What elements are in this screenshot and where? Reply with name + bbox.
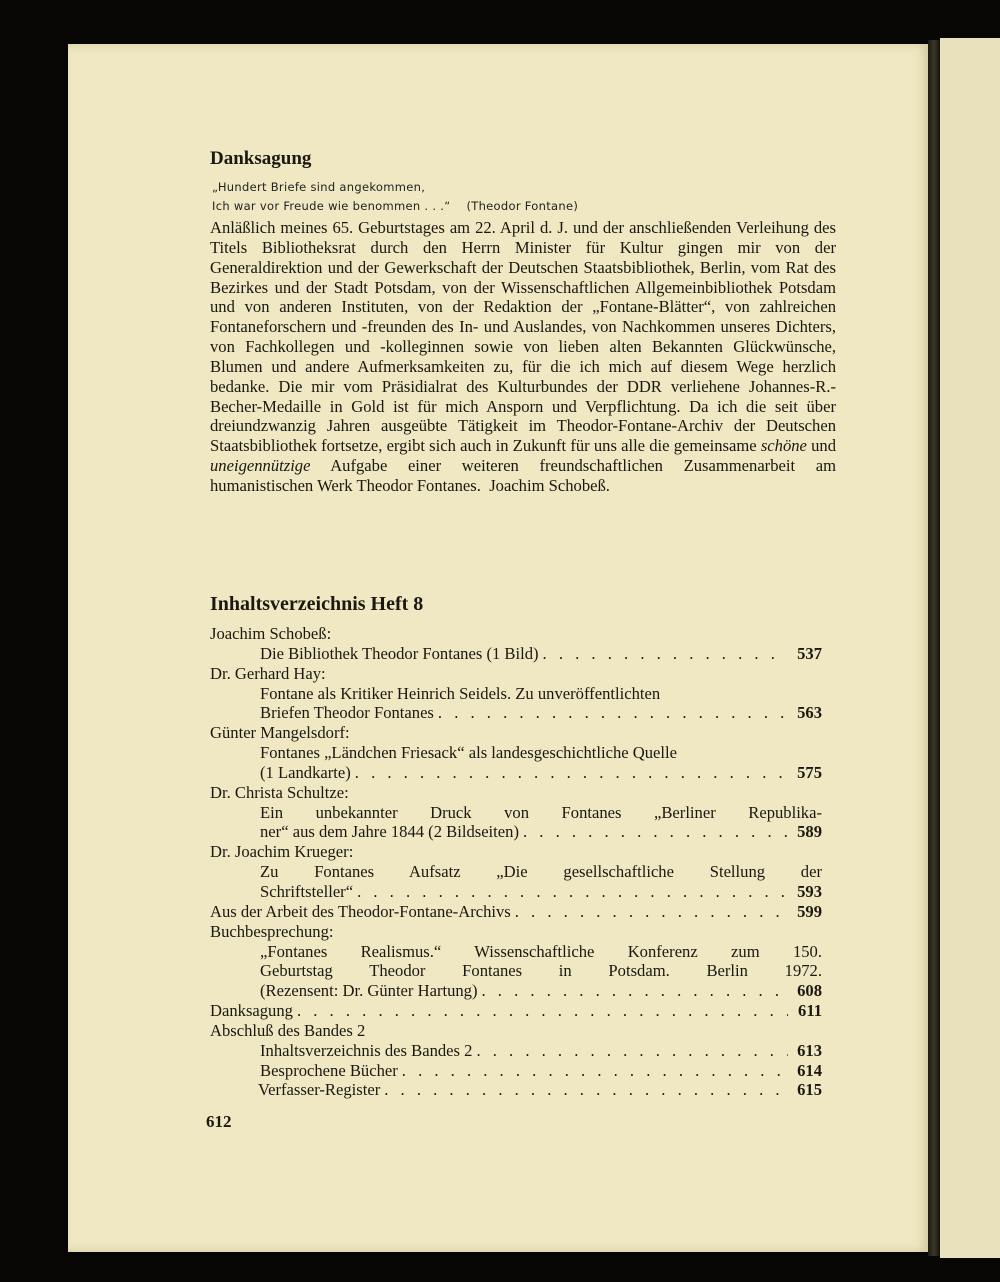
signature: Joachim Schobeß.	[489, 475, 610, 495]
toc-row	[210, 723, 822, 743]
toc-entry-text: Fontane als Kritiker Heinrich Seidels. Zu unveröffentlichten	[260, 683, 661, 703]
toc-leader-dots	[293, 1001, 788, 1021]
adjacent-page-edge	[940, 38, 1000, 1258]
acknowledgement-heading: Danksagung	[210, 148, 312, 169]
toc-entry-text: Danksagung	[210, 1001, 293, 1021]
body-part-3: Aufgabe einer weiteren freundschaftlichen Zusammenarbeit am humanistischen Werk Theodor Fontanes.	[210, 456, 836, 495]
toc-row	[210, 644, 822, 664]
motto-line-1: „Hundert Briefe sind angekommen,	[212, 180, 426, 194]
toc-page-number: 599	[797, 901, 822, 921]
toc-row	[210, 842, 822, 862]
toc-entry-text: Dr. Christa Schultze:	[210, 782, 349, 802]
toc-entry-text: Verfasser-Register	[258, 1080, 381, 1100]
toc-leader-dots	[434, 703, 788, 723]
toc-row	[210, 763, 822, 783]
toc-leader-dots	[398, 1061, 788, 1081]
toc-page-number: 613	[797, 1040, 822, 1060]
toc-entry-text: Dr. Gerhard Hay:	[210, 663, 326, 683]
toc-page-number: 615	[797, 1080, 822, 1100]
toc-page-number: 537	[797, 643, 822, 663]
toc-entry-text: Joachim Schobeß:	[210, 624, 332, 643]
toc-leader-dots	[478, 981, 789, 1001]
motto	[212, 178, 832, 216]
page-number: 612	[206, 1112, 232, 1131]
body-part-1: Anläßlich meines 65. Geburtstages am 22. April d. J. und der anschließenden Verleihung des Titels Bibliotheksrat durch den Herrn Minister für Kultur gingen mir von der Generaldirektion und der Gewerkschaft der Deutschen Staatsbibliothek, Berlin, vom Rat des Bezirkes und der Stadt Potsdam, von der Wissenschaftlichen Allgemeinbibliothek Potsdam und von anderen Instituten, von der Redaktion der „Fontane-Blätter“, von zahlreichen Fontaneforschern und -freunden des In- und Auslandes, von Nachkommen unseres Dichters, von Fachkollegen und -kolleginnen sowie von lieben alten Bekannten Glückwünsche, Blumen und andere Aufmerksamkeiten zu, für die ich mich auf diesem Wege herzlich bedanke. Die mir vom Präsidialrat des Kulturbundes der DDR verliehene Johannes-R.-Becher-Medaille in Gold ist für mich Ansporn und Verpflichtung. Da ich die seit über dreiundzwanzig Jahren ausgeübte Tätigkeit im Theodor-Fontane-Archiv der Deutschen Staatsbibliothek fortsetze, ergibt sich auch in Zukunft für uns alle die gemeinsame	[210, 218, 836, 456]
toc-row	[210, 942, 822, 962]
toc-row	[210, 961, 822, 981]
toc-entry-text: (Rezensent: Dr. Günter Hartung)	[260, 981, 478, 1001]
toc-entry-text: Ein unbekannter Druck von Fontanes „Berliner Republika-	[260, 802, 822, 822]
toc-row	[210, 1001, 822, 1021]
motto-line-2-text: Ich war vor Freude wie benommen . . .“	[212, 199, 451, 213]
toc-leader-dots	[519, 822, 788, 842]
toc-heading: Inhaltsverzeichnis Heft 8	[210, 593, 424, 615]
toc-entry-text: ner“ aus dem Jahre 1844 (2 Bildseiten)	[260, 822, 519, 842]
toc-row	[210, 862, 822, 882]
toc-page-number: 611	[798, 1001, 822, 1021]
toc-row	[210, 882, 822, 902]
toc-leader-dots	[353, 882, 788, 902]
toc-entry-text: Dr. Joachim Krueger:	[210, 842, 354, 862]
toc-row	[210, 684, 822, 704]
toc-entry-text: Besprochene Bücher	[260, 1060, 398, 1080]
toc-entry-text: Zu Fontanes Aufsatz „Die gesellschaftliche Stellung der	[260, 862, 822, 882]
toc-entry-text: „Fontanes Realismus.“ Wissenschaftliche Konferenz zum 150.	[260, 941, 822, 961]
toc-page-number: 563	[797, 703, 822, 723]
toc-entry-text: Inhaltsverzeichnis des Bandes 2	[260, 1040, 473, 1060]
toc-row	[210, 1021, 822, 1041]
toc-entry-text: Buchbesprechung:	[210, 921, 334, 941]
toc-entry-text: Aus der Arbeit des Theodor-Fontane-Archivs	[210, 901, 511, 921]
toc-row	[210, 822, 822, 842]
toc-row	[210, 743, 822, 763]
toc-entry-text: (1 Landkarte)	[260, 762, 351, 782]
toc-row	[210, 624, 822, 644]
toc-entry-text: Die Bibliothek Theodor Fontanes (1 Bild)	[260, 643, 539, 663]
toc-leader-dots	[539, 644, 788, 664]
book-gutter	[928, 40, 940, 1256]
acknowledgement-body	[210, 218, 836, 496]
toc-entry-text: Geburtstag Theodor Fontanes in Potsdam. Berlin 1972.	[260, 961, 822, 981]
toc-page-number: 614	[797, 1060, 822, 1080]
toc-row	[210, 703, 822, 723]
toc-page-number: 589	[797, 822, 822, 842]
body-part-2: und	[811, 436, 836, 456]
body-italic-2: uneigennützige	[210, 456, 311, 476]
toc-entry-text: Fontanes „Ländchen Friesack“ als landesgeschichtliche Quelle	[260, 743, 677, 763]
toc-row	[210, 783, 822, 803]
toc-leader-dots	[380, 1080, 788, 1100]
toc-page-number: 593	[797, 881, 822, 901]
toc-row	[210, 922, 822, 942]
toc-row	[210, 664, 822, 684]
toc-entry-text: Briefen Theodor Fontanes	[260, 703, 434, 723]
toc-row	[210, 902, 822, 922]
toc-row	[210, 981, 822, 1001]
toc-page-number: 575	[797, 762, 822, 782]
motto-line-2	[212, 197, 832, 216]
toc-row	[210, 803, 822, 823]
toc-row	[210, 1061, 822, 1081]
toc-page-number: 608	[797, 981, 822, 1001]
toc-entry-text: Günter Mangelsdorf:	[210, 723, 350, 743]
toc-leader-dots	[351, 763, 788, 783]
toc-entry-text: Schriftsteller“	[260, 881, 354, 901]
toc-leader-dots	[472, 1041, 788, 1061]
toc-row	[210, 1080, 822, 1100]
table-of-contents	[210, 624, 822, 1100]
toc-row	[210, 1041, 822, 1061]
body-italic-1: schöne	[760, 436, 807, 456]
toc-leader-dots	[511, 902, 788, 922]
motto-author: (Theodor Fontane)	[466, 199, 579, 213]
toc-entry-text: Abschluß des Bandes 2	[210, 1020, 366, 1040]
